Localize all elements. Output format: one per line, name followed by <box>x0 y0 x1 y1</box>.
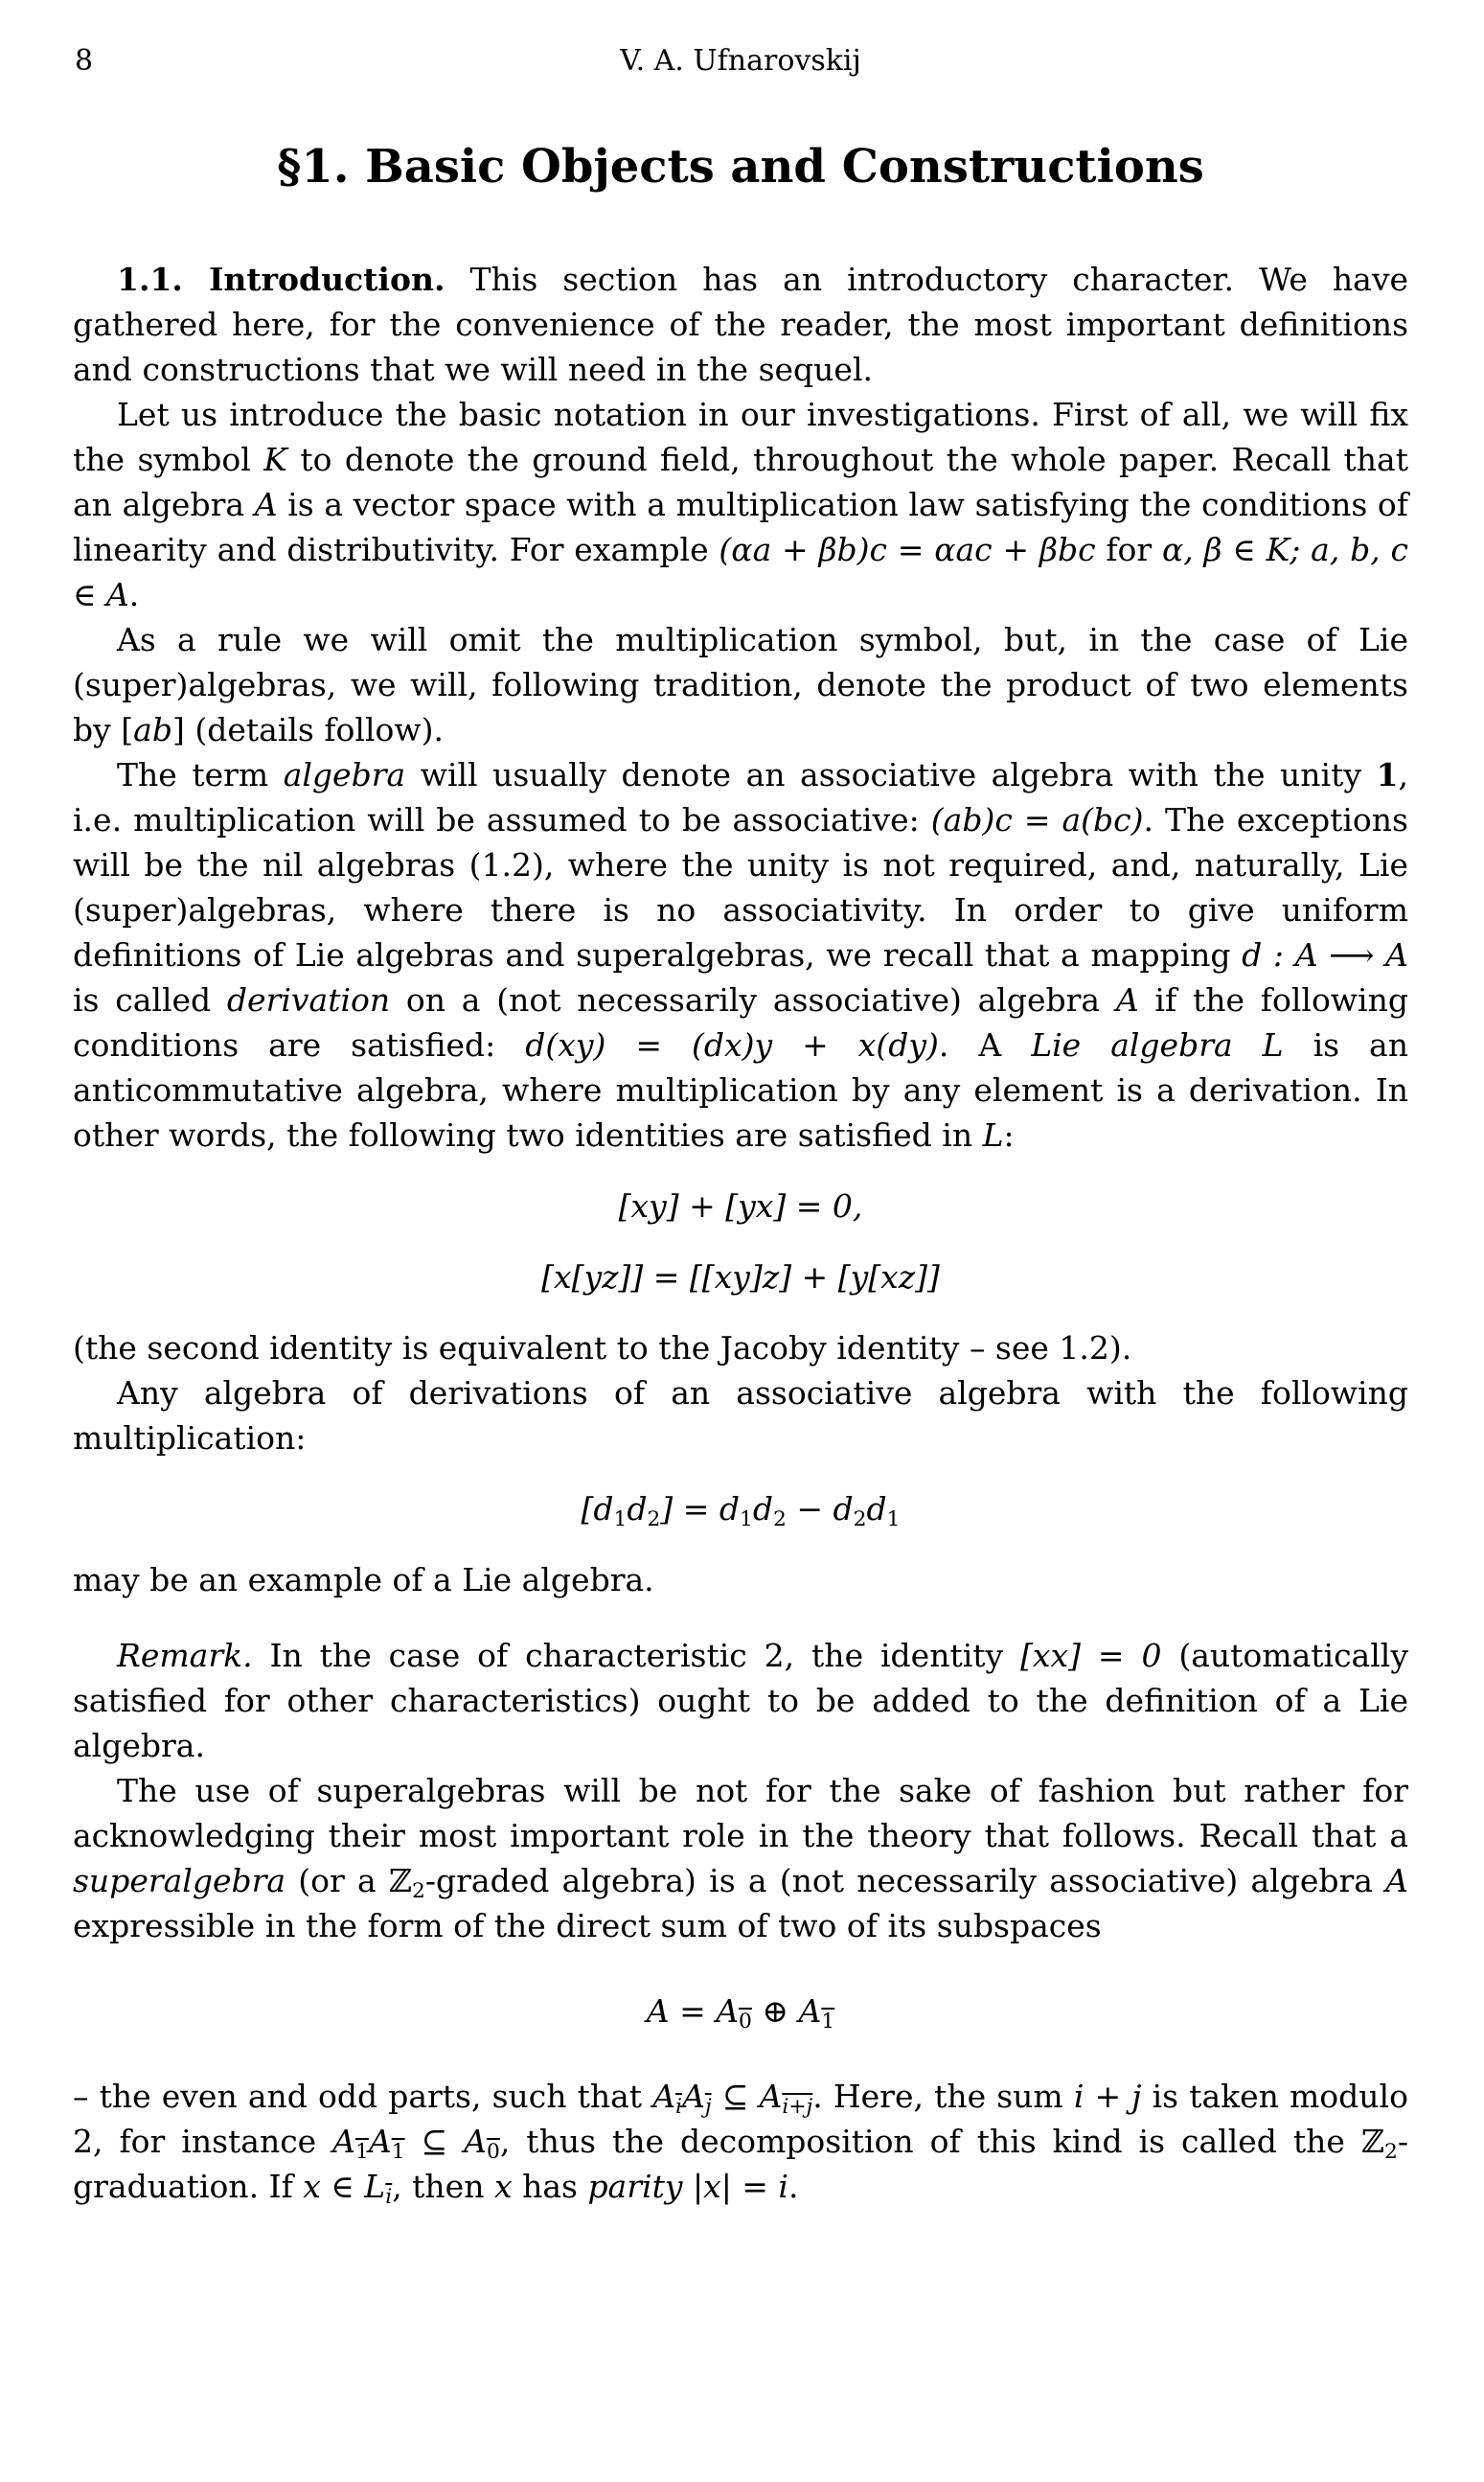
text-segment: A <box>759 2078 783 2115</box>
text-segment: d <box>752 1490 773 1528</box>
text-segment: 1 <box>355 2140 369 2165</box>
display-equation <box>73 1486 1408 1531</box>
text-segment: 2 <box>647 1507 661 1532</box>
text-segment: , thus the decomposition of this kind is called the <box>499 2123 1361 2160</box>
text-segment: d(xy) = (dx)y + x(dy) <box>525 1026 939 1064</box>
running-head: V. A. Ufnarovskij <box>620 44 861 78</box>
text-segment: ] = d <box>660 1490 741 1528</box>
text-segment: A <box>332 2123 356 2160</box>
text-segment: A <box>682 2078 705 2115</box>
text-segment: A <box>1115 981 1139 1019</box>
text-segment: Remark. <box>117 1637 253 1674</box>
text-segment: parity |x| = i <box>587 2168 788 2205</box>
text-segment: A <box>798 1992 822 2030</box>
text-segment: will usually denote an associative algebra with the unity <box>405 756 1377 793</box>
paragraph <box>73 752 1408 1158</box>
paragraph <box>73 1557 1408 1602</box>
text-segment: derivation <box>226 981 391 1019</box>
display-equation <box>73 1988 1408 2034</box>
display-equation <box>73 1254 1408 1299</box>
text-segment: , i.e. multiplication will be assumed to be associative: <box>73 756 1408 839</box>
paragraph <box>73 1325 1408 1370</box>
text-segment: 2 <box>412 1879 425 1904</box>
text-segment: (or a <box>285 1862 389 1899</box>
text-segment: for <box>1095 531 1162 568</box>
text-segment: . <box>128 576 140 613</box>
text-segment: ] (details follow). <box>171 711 444 748</box>
text-segment: A = A <box>646 1992 740 2030</box>
text-segment: ab <box>133 711 172 748</box>
text-segment: $\overline{j}$ <box>704 2095 712 2120</box>
text-segment: is called <box>73 981 227 1019</box>
page-body <box>73 257 1408 2209</box>
paragraph <box>73 392 1408 617</box>
text-segment: – the even and odd parts, such that <box>73 2078 653 2115</box>
text-segment: 1.1. Introduction. <box>117 261 445 298</box>
text-segment: . A <box>938 1026 1032 1064</box>
text-segment: The term <box>117 756 284 793</box>
text-segment: − d <box>786 1490 854 1528</box>
text-segment: -graduation. If <box>73 2123 1408 2205</box>
text-segment: 1 <box>821 2010 835 2034</box>
page-header <box>73 40 1408 82</box>
text-segment: Any algebra of derivations of an associative algebra with the following multiplication: <box>73 1374 1408 1457</box>
text-segment: . The exceptions will be the nil algebras (1.2), where the unity is not required, and, naturally, Lie (super)algebras, where there is no associativity. In order to give uniform definitions of Lie algebras and superalgebras, we recall that a mapping <box>73 801 1408 974</box>
text-segment: -graded algebra) is a (not necessarily associative) algebra <box>424 1862 1386 1899</box>
text-segment: ℤ <box>1360 2123 1384 2160</box>
text-segment: d <box>627 1490 648 1528</box>
text-segment: 0 <box>739 2010 752 2034</box>
text-segment: L <box>982 1116 1004 1154</box>
paragraph <box>73 1633 1408 1768</box>
text-segment: . <box>788 2168 799 2205</box>
text-segment: if the following conditions are satisfied: <box>73 981 1408 1064</box>
text-segment: As a rule we will omit the multiplication symbol, but, in the case of Lie (super)algebras, we will, following tradition, denote the product of two elements by [ <box>73 621 1408 748</box>
text-segment: x <box>493 2168 513 2205</box>
text-segment: The use of superalgebras will be not for the sake of fashion but rather for acknowledging their most important role in the theory that follows. Recall that a <box>73 1772 1408 1854</box>
display-equation <box>73 1184 1408 1229</box>
text-segment: 1 <box>391 2140 405 2165</box>
text-segment: (the second identity is equivalent to the Jacoby identity – see 1.2). <box>73 1329 1132 1367</box>
text-segment: [xx] = 0 <box>1020 1637 1162 1674</box>
text-segment: on a (not necessarily associative) algebra <box>390 981 1116 1019</box>
text-segment: has <box>512 2168 588 2205</box>
text-segment: is taken modulo 2, for instance <box>73 2078 1408 2160</box>
text-segment: superalgebra <box>73 1862 286 1899</box>
text-segment: 2 <box>1383 2140 1398 2165</box>
paragraph <box>73 617 1408 752</box>
text-segment: d : A ⟶ A <box>1242 936 1408 974</box>
text-segment: Lie algebra L <box>1031 1026 1284 1064</box>
text-segment: (automatically satisfied for other characteristics) ought to be added to the definition of a Lie algebra. <box>73 1637 1408 1764</box>
text-segment: , then <box>392 2168 494 2205</box>
text-segment: ⊆ <box>404 2123 465 2160</box>
text-segment: In the case of characteristic 2, the identity <box>252 1637 1021 1674</box>
text-segment: . Here, the sum <box>812 2078 1074 2115</box>
text-segment: 2 <box>773 1507 787 1532</box>
text-segment: 0 <box>487 2140 500 2165</box>
text-segment: expressible in the form of the direct sum of two of its subspaces <box>73 1907 1102 1944</box>
text-segment: [d <box>581 1490 614 1528</box>
text-segment: Let us introduce the basic notation in our investigations. First of all, we will fix the symbol <box>73 396 1408 478</box>
text-segment: 1 <box>740 1507 753 1532</box>
text-segment: ℤ <box>388 1862 413 1899</box>
text-segment: [x[yz]] = [[xy]z] + [y[xz]] <box>541 1258 940 1296</box>
text-segment: (ab)c = a(bc) <box>930 801 1144 839</box>
text-segment: A <box>254 486 278 523</box>
text-segment: This section has an introductory character. We have gathered here, for the convenience of the reader, the most important definitions and constructions that we will need in the sequel. <box>73 261 1409 388</box>
text-segment: may be an example of a Lie algebra. <box>73 1561 654 1598</box>
text-segment: algebra <box>283 756 406 793</box>
text-segment: ⊆ <box>711 2078 760 2115</box>
text-segment: A <box>368 2123 392 2160</box>
text-segment: is a vector space with a multiplication law satisfying the conditions of linearity and distributivity. For example <box>73 486 1408 568</box>
text-segment: A <box>652 2078 676 2115</box>
text-segment: $\overline{i}$ <box>675 2095 682 2120</box>
text-segment: $\overline{i}$ <box>385 2185 393 2210</box>
text-segment: ⊕ <box>751 1992 799 2030</box>
text-segment: i+j <box>782 2095 813 2120</box>
paragraph <box>73 257 1408 392</box>
text-segment: i + j <box>1073 2078 1142 2115</box>
text-segment: is an anticommutative algebra, where multiplication by any element is a derivation. In other words, the following two identities are satisfied in <box>73 1026 1408 1154</box>
text-segment: to denote the ground field, throughout the whole paper. Recall that an algebra <box>73 441 1408 523</box>
paragraph <box>73 1370 1408 1460</box>
section-title: §1. Basic Objects and Constructions <box>277 140 1204 194</box>
text-segment: K <box>263 441 287 478</box>
text-segment: 1 <box>613 1507 628 1532</box>
text-segment: A <box>1385 1862 1408 1899</box>
text-segment: : <box>1003 1116 1015 1154</box>
text-segment: (αa + βb)c = αac + βbc <box>719 531 1096 568</box>
text-segment: x ∈ L <box>303 2168 386 2205</box>
text-segment: 1 <box>886 1507 901 1532</box>
text-segment: α, β ∈ K; a, b, c ∈ A <box>73 531 1408 613</box>
text-segment: d <box>866 1490 887 1528</box>
text-segment: A <box>464 2123 487 2160</box>
text-segment: 1 <box>1376 756 1399 793</box>
paragraph <box>73 1768 1408 1948</box>
page-number: 8 <box>75 44 94 78</box>
text-segment: 2 <box>853 1507 867 1532</box>
paragraph <box>73 2074 1408 2209</box>
text-segment: [xy] + [yx] = 0, <box>618 1187 863 1225</box>
